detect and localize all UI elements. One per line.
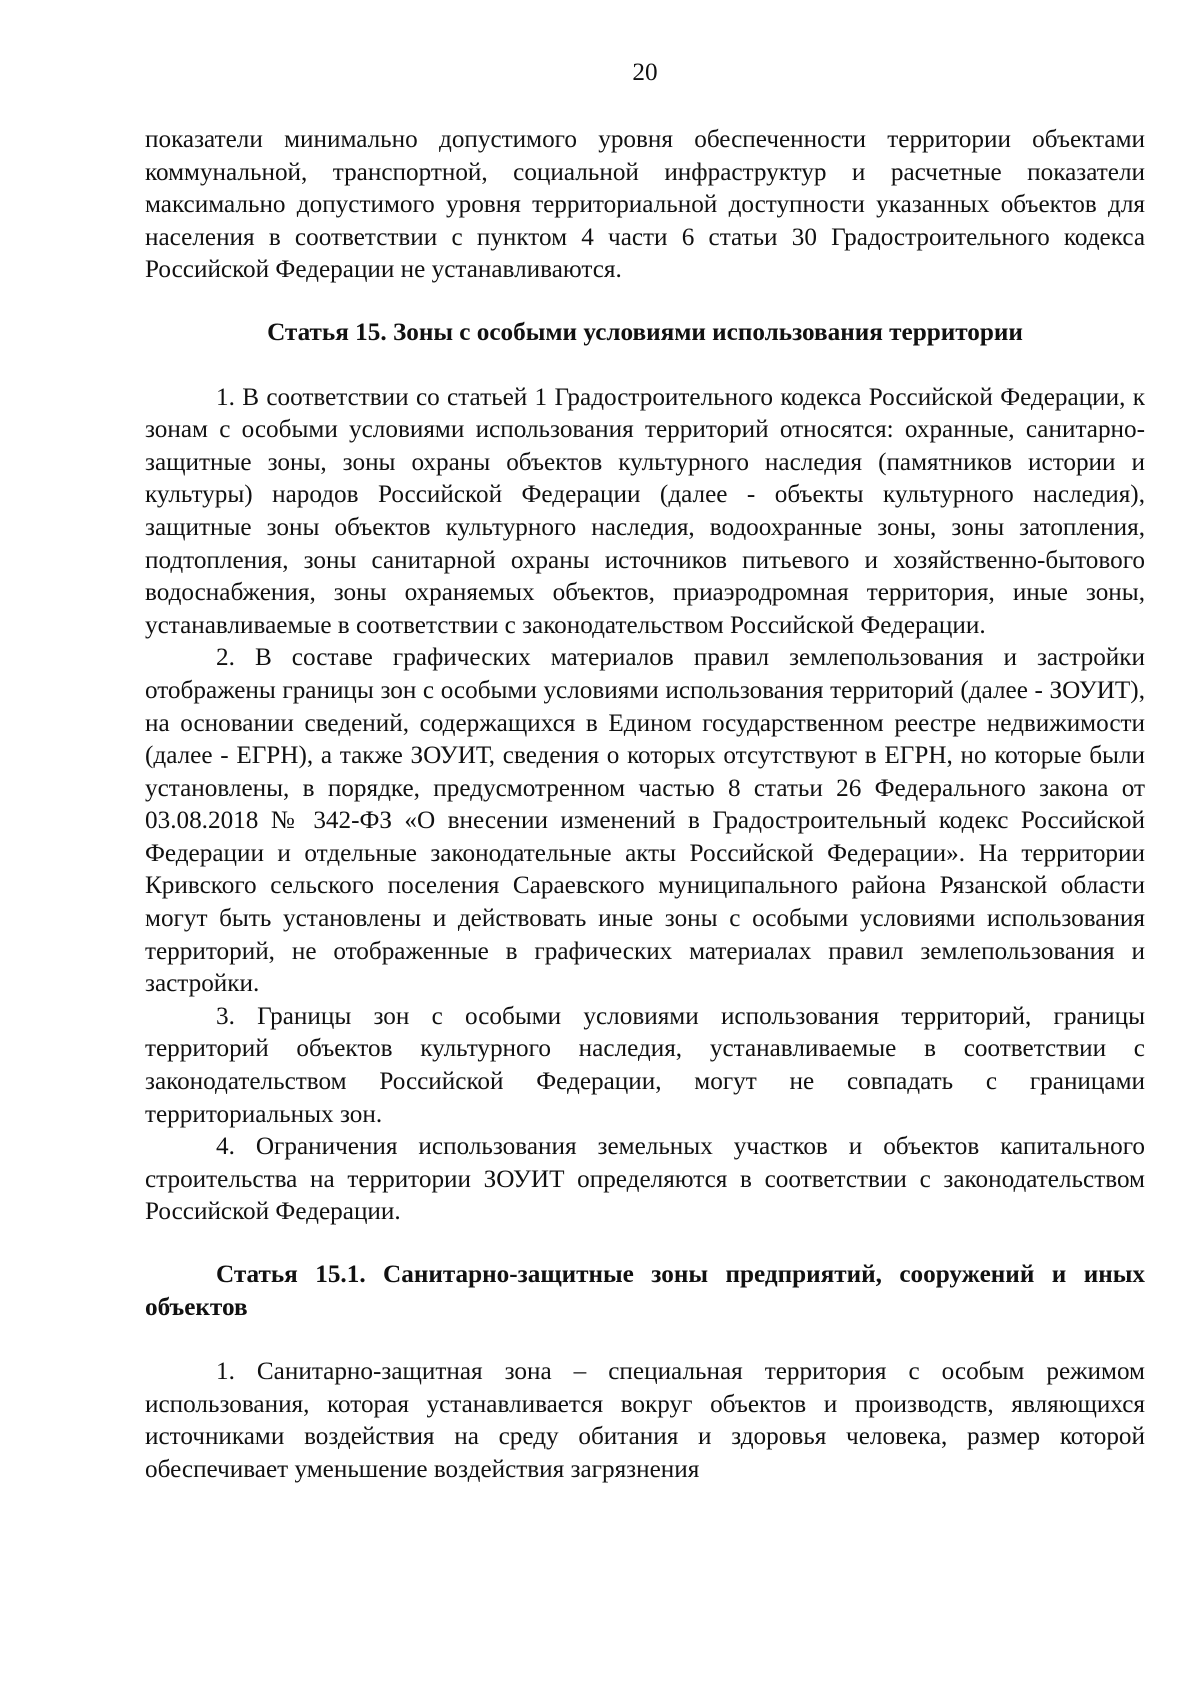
article-15-1-paragraph-1: 1. Санитарно-защитная зона – специальная территория с особым режимом использования, которая устанавливается вокруг объектов и производств, являющихся источниками воздействия на среду обитания и здоровья человека, размер которой обеспечивает уменьшение воздействия загрязнения (145, 1358, 1145, 1483)
document-page (145, 58, 1145, 1487)
page-number: 20 (632, 59, 658, 86)
article-15-paragraph-4: 4. Ограничения использования земельных участков и объектов капитального строительства на территории ЗОУИТ определяются в соответствии с законодательством Российской Федерации. (145, 1133, 1145, 1226)
article-15-paragraph-2: 2. В составе графических материалов правил землепользования и застройки отображены границы зон с особыми условиями использования территорий (далее - ЗОУИТ), на основании сведений, содержащихся в Едином государственном реестре недвижимости (далее - ЕГРН), а также ЗОУИТ, сведения о которых отсутствуют в ЕГРН, но которые были установлены, в порядке, предусмотренном частью 8 статьи 26 Федерального закона от 03.08.2018 № 342-ФЗ «О внесении изменений в Градостроительный кодекс Российской Федерации и отдельные законодательные акты Российской Федерации». На территории Кривского сельского поселения Сараевского муниципального района Рязанской области могут быть установлены и действовать иные зоны с особыми условиями использования территорий, не отображенные в графических материалах правил землепользования и застройки. (145, 644, 1145, 998)
article-15-1-title: Статья 15.1. Санитарно-защитные зоны предприятий, сооружений и иных объектов (145, 1261, 1145, 1321)
article-15-paragraph-3: 3. Границы зон с особыми условиями использования территорий, границы территорий объектов культурного наследия, устанавливаемые в соответствии с законодательством Российской Федерации, могут не совпадать с границами территориальных зон. (145, 1002, 1145, 1128)
intro-paragraph: показатели минимально допустимого уровня обеспеченности территории объектами коммунальной, транспортной, социальной инфраструктур и расчетные показатели максимально допустимого уровня территориальной доступности указанных объектов для населения в соответствии с пунктом 4 части 6 статьи 30 Градостроительного кодекса Российской Федерации не устанавливаются. (145, 126, 1145, 284)
article-15-title: Статья 15. Зоны с особыми условиями использования территории (267, 318, 1023, 346)
article-15-paragraph-1: 1. В соответствии со статьей 1 Градостроительного кодекса Российской Федерации, к зонам с особыми условиями использования территорий относятся: охранные, санитарно-защитные зоны, зоны охраны объектов культурного наследия (памятников истории и культуры) народов Российской Федерации (далее - объекты культурного наследия), защитные зоны объектов культурного наследия, водоохранные зоны, зоны затопления, подтопления, зоны санитарной охраны источников питьевого и хозяйственно-бытового водоснабжения, зоны охраняемых объектов, приаэродромная территория, иные зоны, устанавливаемые в соответствии с законодательством Российской Федерации. (145, 383, 1145, 639)
